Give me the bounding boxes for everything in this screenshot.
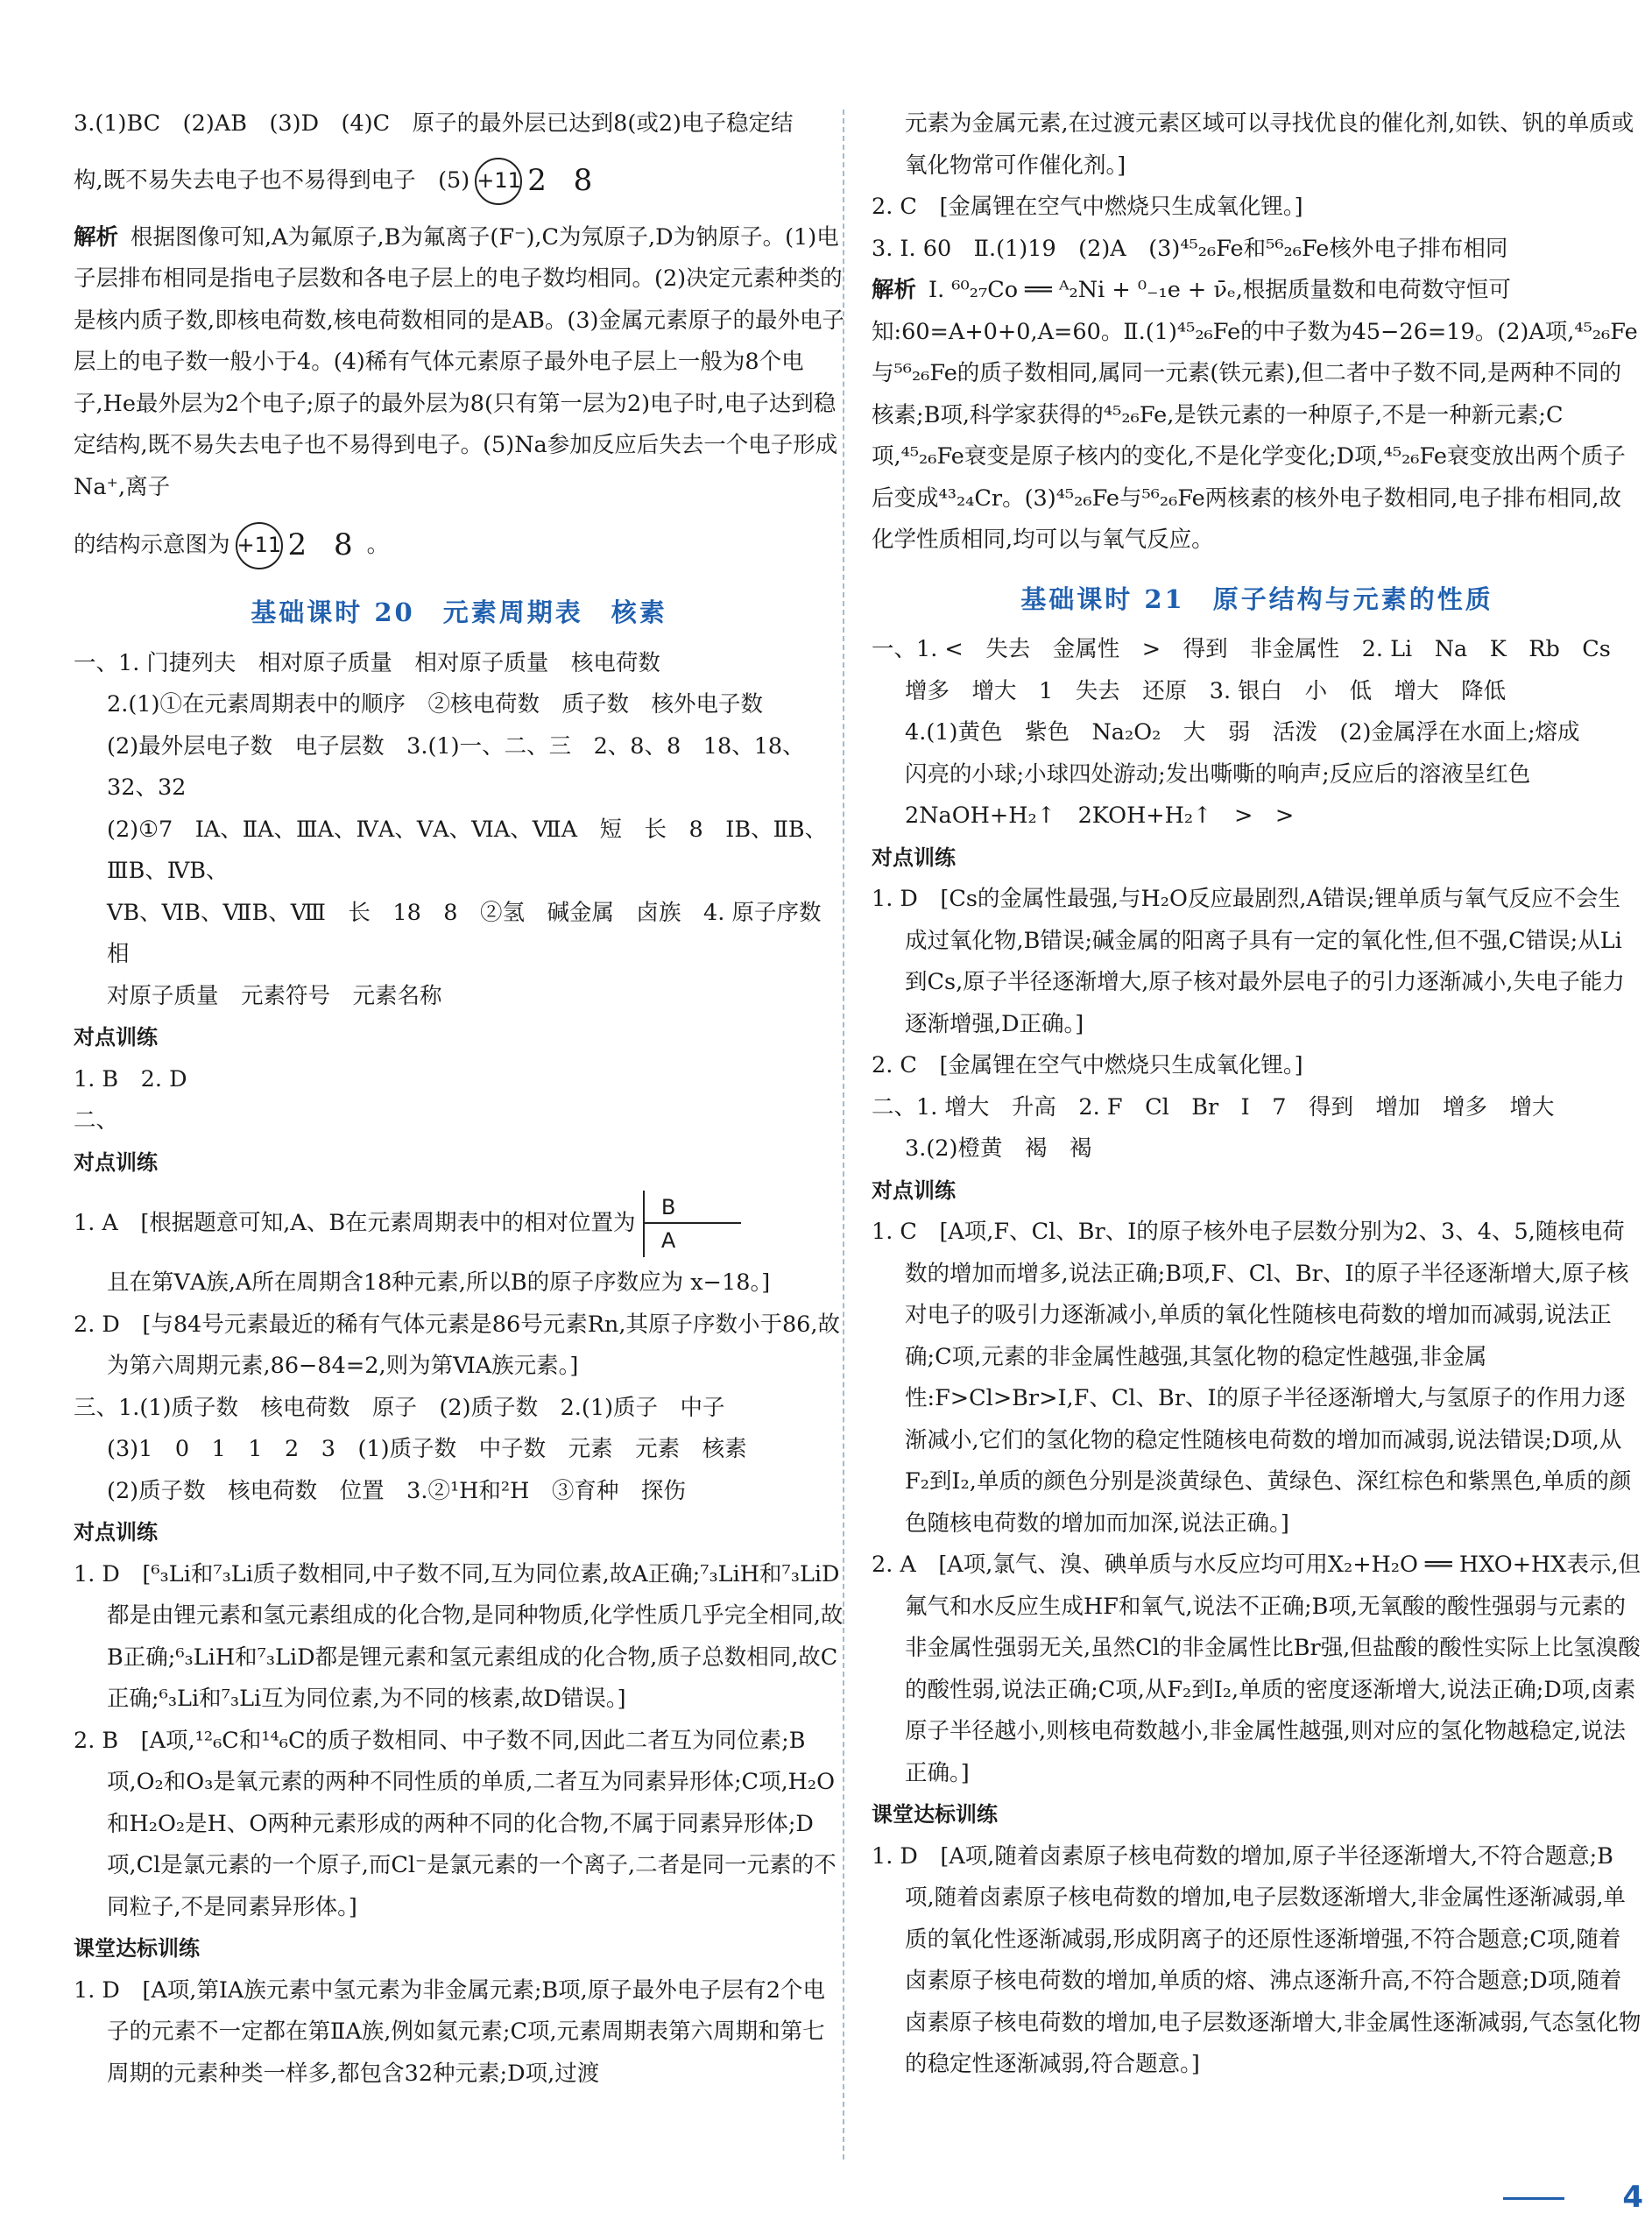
s2-line1: 二、1. 增大 升高 2. F Cl Br I 7 得到 增加 增多 增大 xyxy=(872,1093,1555,1121)
s3-line2: (3)1 0 1 1 2 3 (1)质子数 中子数 元素 元素 核素 xyxy=(107,1436,747,1462)
q1d: 1. D [⁶₃Li和⁷₃Li质子数相同,中子数不同,互为同位素,故A正确;⁷₃LiH和⁷₃LiD都是由锂元素和氢元素组成的化合物,是同种物质,化学性质几乎完全相同,故B正确;⁶₃LiH和⁷₃LiD都是锂元素和氢元素组成的化合物,质子总数相同,故C正确;⁶₃Li和⁷₃Li互为同位素,为不同的核素,故D错误。] xyxy=(74,1560,844,1712)
electron-shells: 2 8 xyxy=(527,162,602,198)
sodium-ion-diagram xyxy=(236,522,362,569)
left-column xyxy=(74,103,844,2095)
page-number: 4 xyxy=(1538,2177,1652,2217)
nucleus: +11 xyxy=(475,158,522,205)
jiexi-text: Ⅰ. ⁶⁰₂₇Co ══ ᴬ₂Ni + ⁰₋₁e + ν̄ₑ,根据质量数和电荷数守恒可知:60=A+0+0,A=60。Ⅱ.(1)⁴⁵₂₆Fe的中子数为45−26=19。(2)A项,⁴⁵₂₆Fe与⁵⁶₂₆Fe的质子数相同,属同一元素(铁元素),但二者中子数不同,是两种不同的核素;B项,科学家获得的⁴⁵₂₆Fe,是铁元素的一种原子,不是一种新元素;C项,⁴⁵₂₆Fe衰变是原子核内的变化,不是化学变化;D项,⁴⁵₂₆Fe衰变放出两个质子后变成⁴³₂₄Cr。(3)⁴⁵₂₆Fe与⁵⁶₂₆Fe两核素的核外电子数相同,电子排布相同,故化学性质相同,均可以与氧气反应。 xyxy=(872,277,1638,553)
s1-line2: 增多 增大 1 失去 还原 3. 银白 小 低 增大 降低 xyxy=(905,677,1507,704)
right-column xyxy=(872,103,1642,2086)
jiexi-text: 根据图像可知,A为氟原子,B为氟离子(F⁻),C为氖原子,D为钠原子。(1)电子层排布相同是指电子层数和各电子层上的电子数均相同。(2)决定元素种类的是核内质子数,即核电荷数,核电荷数相同的是AB。(3)金属元素原子的最外电子层上的电子数一般小于4。(4)稀有气体元素原子最外电子层上一般为8个电子,He最外层为2个电子;原子的最外层为8(只有第一层为2)电子时,电子达到稳定结构,既不易失去电子也不易得到电子。(5)Na参加反应后失去一个电子形成Na⁺,离子 xyxy=(74,223,844,500)
answers-1: 1. B 2. D xyxy=(74,1065,187,1092)
dui-dian-heading-2: 对点训练 xyxy=(74,1149,158,1175)
sodium-atom-diagram xyxy=(475,158,601,205)
ketang-heading: 课堂达标训练 xyxy=(74,1936,200,1961)
q1c-halogen: 1. C [A项,F、Cl、Br、I的原子核外电子层数分别为2、3、4、5,随核电荷数的增加而增多,说法正确;B项,F、Cl、Br、I的原子半径逐渐增大,原子核对电子的吸引力逐渐减小,单质的氧化性随核电荷数的增加而减弱,说法正确;C项,元素的非金属性越强,其氢化物的稳定性越强,非金属性:F>Cl>Br>I,F、Cl、Br、I的原子半径逐渐增大,与氢原子的作用力逐渐减小,它们的氢化物的稳定性随核电荷数的增加而减弱,说法错误;D项,从F₂到I₂,单质的颜色分别是淡黄绿色、黄绿色、深红棕色和紫黑色,单质的颜色随核电荷数的增加而加深,说法正确。] xyxy=(872,1219,1632,1537)
s1-line3: (2)最外层电子数 电子层数 3.(1)一、二、三 2、8、8 18、18、32、32 xyxy=(107,732,805,801)
s3-line1: 三、1.(1)质子数 核电荷数 原子 (2)质子数 2.(1)质子 中子 xyxy=(74,1394,725,1421)
s3-line3: (2)质子数 核电荷数 位置 3.②¹H和²H ③育种 探伤 xyxy=(107,1477,686,1504)
s1-line4: 闪亮的小球;小球四处游动;发出嘶嘶的响声;反应后的溶液呈红色 xyxy=(905,760,1531,788)
dui-dian-heading-3: 对点训练 xyxy=(74,1520,158,1545)
dui-dian-heading-1: 对点训练 xyxy=(872,845,956,870)
q3-line2 xyxy=(74,158,844,205)
nucleus: +11 xyxy=(236,522,283,569)
section-2-label: 二、 xyxy=(74,1107,119,1134)
continuation: 元素为金属元素,在过渡元素区域可以寻找优良的催化剂,如铁、钒的单质或氧化物常可作催化剂。] xyxy=(905,110,1634,179)
s1-line6: 对原子质量 元素符号 元素名称 xyxy=(107,982,442,1009)
q1a-post: 且在第ⅤA族,A所在周期含18种元素,所以B的原子序数应为 x−18。] xyxy=(107,1269,771,1296)
q2a-halogen: 2. A [A项,氯气、溴、碘单质与水反应均可用X₂+H₂O ══ HXO+HX表示,但氟气和水反应生成HF和氧气,说法不正确;B项,无氧酸的酸性强弱与元素的非金属性强弱无关,虽然Cl的非金属性比Br强,但盐酸的酸性实际上比氢溴酸的酸性弱,说法正确;C项,从F₂到I₂,单质的密度逐渐增大,说法正确;D项,卤素原子半径越小,则核电荷数越小,非金属性越强,则对应的氢化物越稳定,说法正确。] xyxy=(872,1552,1641,1786)
s1-line3: 4.(1)黄色 紫色 Na₂O₂ 大 弱 活泼 (2)金属浮在水面上;熔成 xyxy=(905,719,1580,746)
position-table xyxy=(643,1191,741,1257)
ketang-heading: 课堂达标训练 xyxy=(872,1802,998,1827)
s1-line5: 2NaOH+H₂↑ 2KOH+H₂↑ > > xyxy=(905,802,1295,829)
section-title-21: 基础课时 21 原子结构与元素的性质 xyxy=(1020,583,1493,614)
table-cell-empty xyxy=(693,1191,741,1224)
jiexi-label: 解析 xyxy=(74,223,119,251)
jiexi-label: 解析 xyxy=(872,277,917,303)
q2c-lithium: 2. C [金属锂在空气中燃烧只生成氧化锂。] xyxy=(872,1052,1303,1078)
q3-answer: 3. Ⅰ. 60 Ⅱ.(1)19 (2)A (3)⁴⁵₂₆Fe和⁵⁶₂₆Fe核外电子排布相同 xyxy=(872,235,1508,262)
q2d: 2. D [与84号元素最近的稀有气体元素是86号元素Rn,其原子序数小于86,故为第六周期元素,86−84=2,则为第ⅥA族元素。] xyxy=(74,1311,841,1379)
q1a-pre: 1. A [根据题意可知,A、B在元素周期表中的相对位置为 xyxy=(74,1210,636,1236)
jiexi-end-text: 的结构示意图为 xyxy=(74,532,230,558)
jiexi-end xyxy=(74,522,844,569)
electron-shells: 2 8 xyxy=(287,527,362,563)
q3-line1: 3.(1)BC (2)AB (3)D (4)C 原子的最外层已达到8(或2)电子稳定结 xyxy=(74,110,794,137)
s1-line5: ⅤB、ⅥB、ⅦB、Ⅷ 长 18 8 ②氢 碱金属 卤族 4. 原子序数 相 xyxy=(107,899,844,967)
s1-line2: 2.(1)①在元素周期表中的顺序 ②核电荷数 质子数 核外电子数 xyxy=(107,691,763,718)
q1a xyxy=(74,1191,844,1257)
s1-line1: 一、1. 门捷列夫 相对原子质量 相对原子质量 核电荷数 xyxy=(74,649,660,676)
table-cell-a: A xyxy=(660,1228,676,1253)
q3-line2-text: 构,既不易失去电子也不易得到电子 (5) xyxy=(74,166,470,194)
q2c-isotope: 2. C [金属锂在空气中燃烧只生成氧化锂。] xyxy=(872,194,1303,220)
s1-line1: 一、1. < 失去 金属性 > 得到 非金属性 2. Li Na K Rb Cs xyxy=(872,636,1611,662)
s1-line4: (2)①7 ⅠA、ⅡA、ⅢA、ⅣA、ⅤA、ⅥA、ⅦA 短 长 8 ⅠB、ⅡB、ⅢB、ⅣB、 xyxy=(107,816,828,884)
q2b: 2. B [A项,¹²₆C和¹⁴₆C的质子数相同、中子数不同,因此二者互为同位素;B项,O₂和O₃是氧元素的两种不同性质的单质,二者互为同素异形体;C项,H₂O和H₂O₂是H、O两种元素形成的两种不同的化合物,不属于同素异形体;D项,Cl是氯元素的一个原子,而Cl⁻是氯元素的一个离子,二者是同一元素的不同粒子,不是同素异形体。] xyxy=(74,1727,837,1920)
k1d-halogen: 1. D [A项,随着卤素原子核电荷数的增加,原子半径逐渐增大,不符合题意;B项,随着卤素原子核电荷数的增加,电子层数逐渐增大,非金属性逐渐减弱,单质的氧化性逐渐减弱,形成阴离子的还原性逐渐增强,不符合题意;C项,随着卤素原子核电荷数的增加,单质的熔、沸点逐渐升高,不符合题意;D项,随着卤素原子核电荷数的增加,电子层数逐渐增大,非金属性逐渐减弱,气态氢化物的稳定性逐渐减弱,符合题意。] xyxy=(872,1842,1641,2077)
section-title-20: 基础课时 20 元素周期表 核素 xyxy=(251,597,667,627)
table-cell-empty xyxy=(693,1224,741,1257)
dui-dian-heading-2: 对点训练 xyxy=(872,1177,956,1203)
jiexi-paragraph xyxy=(872,270,1642,562)
jiexi-paragraph xyxy=(74,217,844,509)
jiexi-end-tail: 。 xyxy=(366,532,390,558)
k1d: 1. D [A项,第ⅠA族元素中氢元素为非金属元素;B项,原子最外电子层有2个电子的元素不一定都在第ⅡA族,例如氦元素;C项,元素周期表第六周期和第七周期的元素种类一样多,都包含32种元素;D项,过渡 xyxy=(74,1976,825,2087)
q1d-alkali: 1. D [Cs的金属性最强,与H₂O反应最剧烈,A错误;锂单质与氧气反应不会生成过氧化物,B错误;碱金属的阳离子具有一定的氧化性,但不强,C错误;从Li到Cs,原子半径逐渐增大,原子核对最外层电子的引力逐渐减小,失电子能力逐渐增强,D正确。] xyxy=(872,886,1625,1037)
dui-dian-heading-1: 对点训练 xyxy=(74,1025,158,1050)
s2-line2: 3.(2)橙黄 褐 褐 xyxy=(905,1135,1092,1162)
table-cell-b: B xyxy=(645,1191,693,1224)
